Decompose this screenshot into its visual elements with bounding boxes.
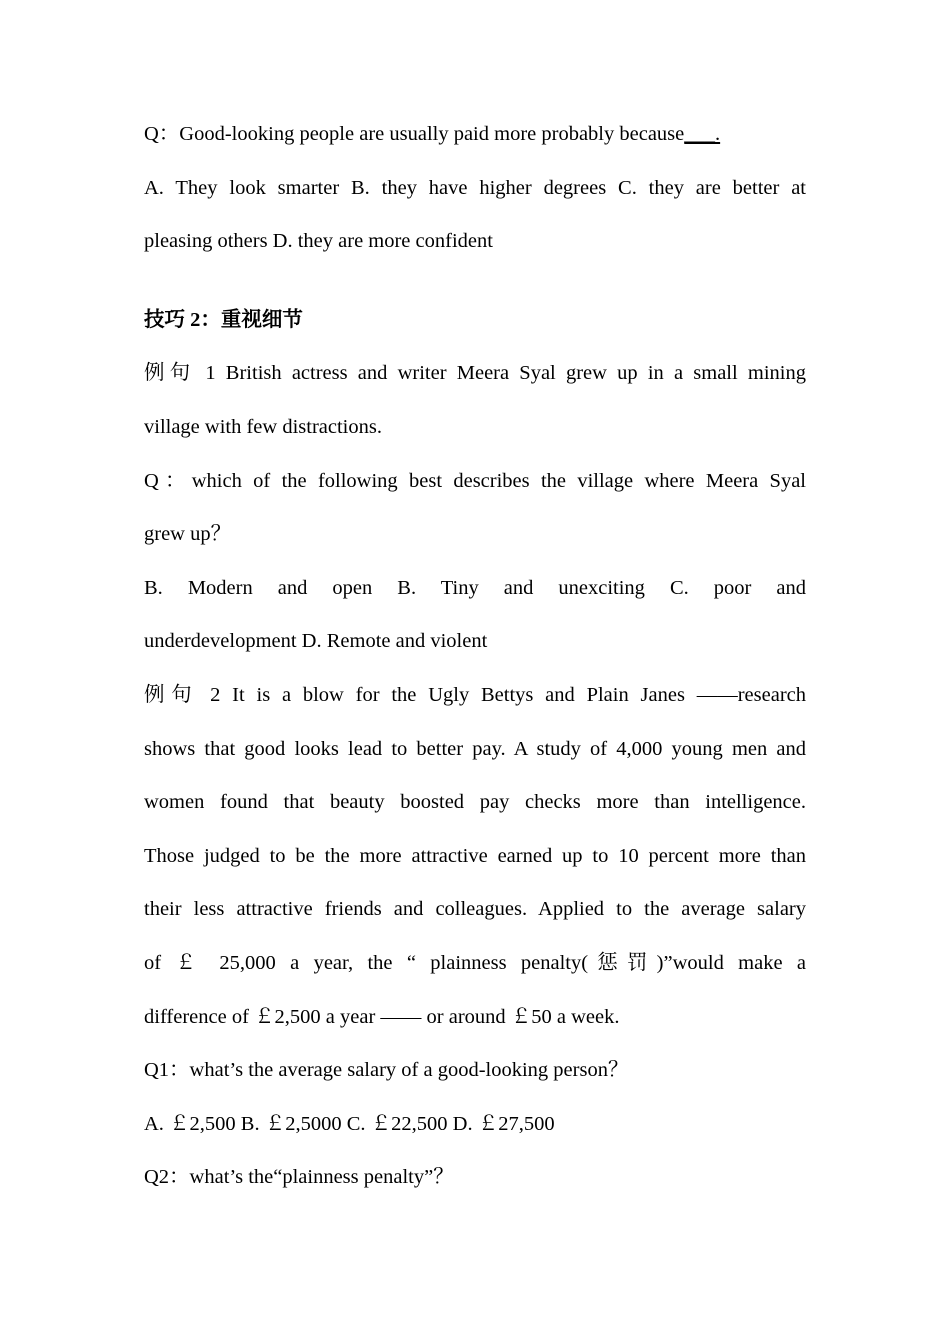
- intro-options-line-1: A. They look smarter B. they have higher degrees C. they are better at: [144, 176, 806, 199]
- example1-question-line-2: grew up？: [144, 523, 232, 546]
- example1-question-line-1: Q：which of the following best describes the village where Meera Syal: [144, 469, 806, 492]
- example2-line-2: shows that good looks lead to better pay. A study of 4,000 young men and: [144, 737, 806, 760]
- example2-line-1: 例句 2 It is a blow for the Ugly Bettys and Plain Janes ——research: [144, 683, 806, 706]
- intro-question-blank: ___.: [684, 123, 721, 145]
- section-heading: 技巧 2：重视细节: [144, 308, 303, 331]
- intro-question-line: [144, 108, 806, 162]
- example1-options-line-2: underdevelopment D. Remote and violent: [144, 630, 488, 653]
- example1-line-1: 例句 1 British actress and writer Meera Syal grew up in a small mining: [144, 362, 806, 385]
- example2-line-5: their less attractive friends and colleagues. Applied to the average salary: [144, 898, 806, 921]
- example2-q1: Q1：what’s the average salary of a good-looking person？: [144, 1059, 629, 1082]
- example1-options-line-1: B. Modern and open B. Tiny and unexciting C. poor and: [144, 576, 806, 599]
- example2-line-3: women found that beauty boosted pay checks more than intelligence.: [144, 791, 806, 814]
- example1-line-2: village with few distractions.: [144, 415, 382, 438]
- example2-q2: Q2：what’s the“plainness penalty”？: [144, 1166, 454, 1189]
- example2-q1-options: A. ￡2,500 B. ￡2,5000 C. ￡22,500 D. ￡27,500: [144, 1112, 555, 1135]
- section-spacer: [144, 269, 806, 294]
- example2-line-7: difference of ￡2,500 a year —— or around ￡50 a week.: [144, 1005, 620, 1028]
- example2-line-4: Those judged to be the more attractive earned up to 10 percent more than: [144, 844, 806, 867]
- document-page: [144, 108, 806, 1205]
- intro-options-line-2: pleasing others D. they are more confident: [144, 230, 493, 253]
- intro-question-text: Q：Good-looking people are usually paid more probably because: [144, 123, 685, 145]
- example2-line-6: of ￡ 25,000 a year, the “ plainness penalty(惩罚)”would make a: [144, 951, 806, 974]
